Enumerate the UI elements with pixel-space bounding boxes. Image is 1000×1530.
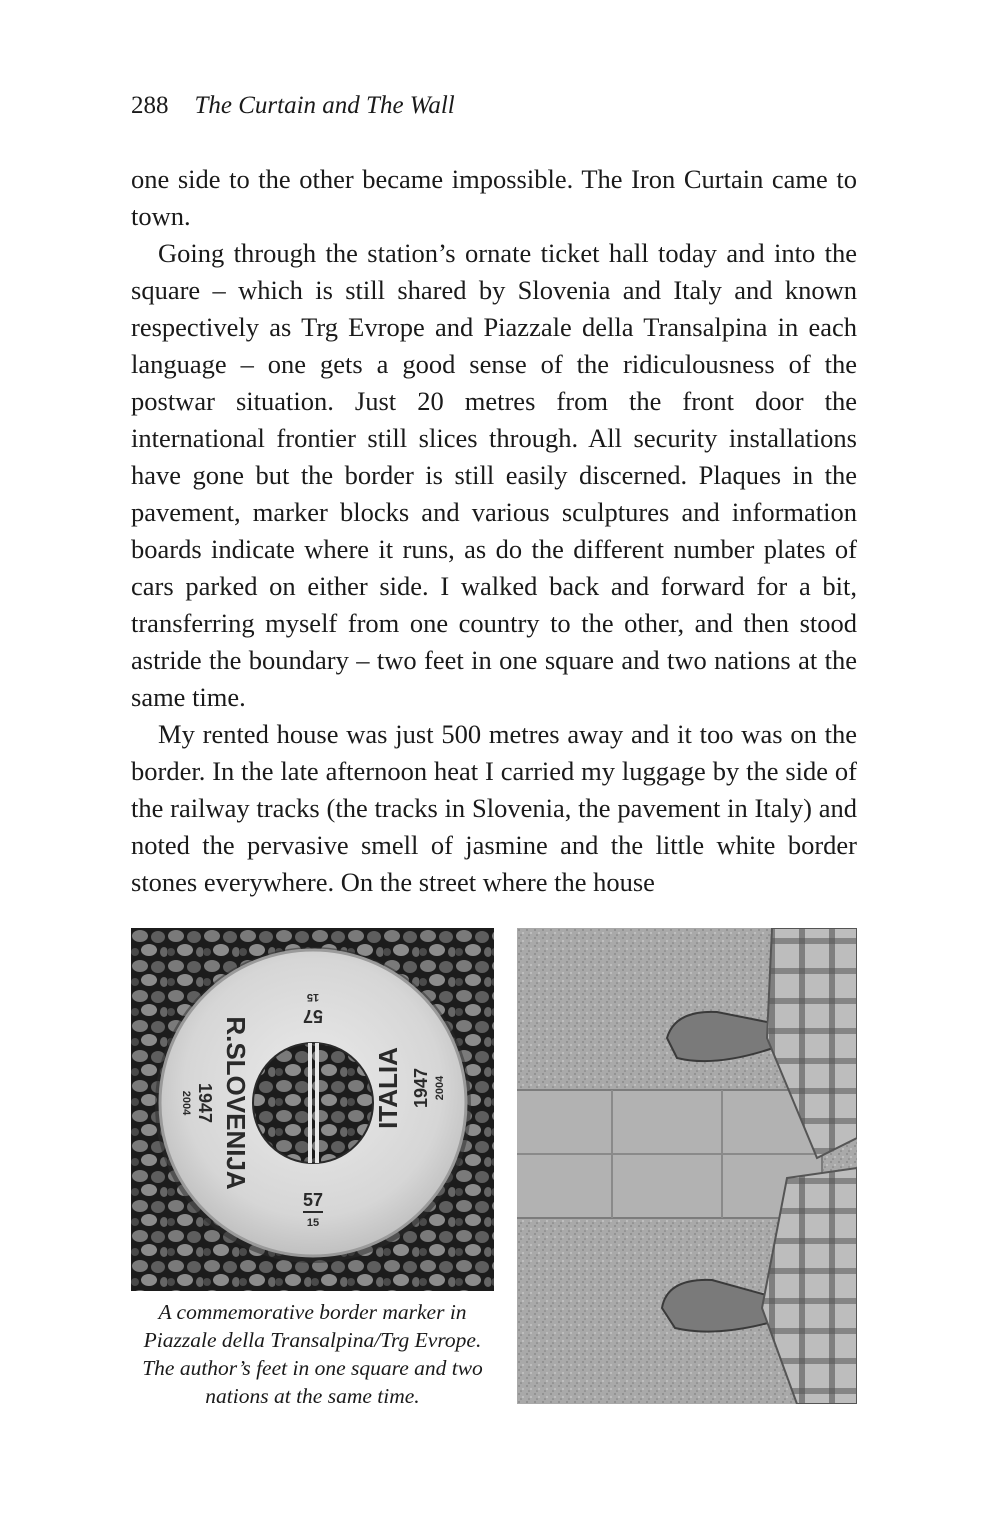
figure-caption (131, 1298, 494, 1410)
running-title: The Curtain and The Wall (194, 92, 455, 119)
author-feet-photo (517, 928, 857, 1404)
marker-bottom-sub: 15 (306, 1217, 320, 1229)
caption-line: The author’s feet in one square and two (142, 1356, 483, 1380)
caption-line: A commemorative border marker in (158, 1300, 467, 1324)
marker-left-year: 1947 (195, 1082, 215, 1124)
body-text (131, 161, 857, 901)
marker-left-year2: 2004 (180, 1090, 192, 1116)
marker-top-sub: 15 (306, 991, 320, 1003)
caption-line: nations at the same time. (205, 1384, 420, 1408)
marker-right-year: 1947 (411, 1067, 431, 1109)
paragraph-3: My rented house was just 500 metres away and it too was on the border. In the late afternoon heat I carried my luggage by the side of the railway tracks (the tracks in Slovenia, the pavement in Italy) and noted the pervasive smell of jasmine and the little white border stones everywhere. On the street where the house (131, 719, 857, 897)
paragraph-2: Going through the station’s ornate ticket hall today and into the square – which is still shared by Slovenia and Italy and known respectively as Trg Evrope and Piazzale della Transalpina in each language – one gets a good sense of the ridiculousness of the postwar situation. Just 20 metres from the front door the international frontier still slices through. All security installations have gone but the border is still easily discerned. Plaques in the pavement, marker blocks and various sculptures and information boards indicate where it runs, as do the different number plates of cars parked on either side. I walked back and forward for a bit, transferring myself from one country to the other, and then stood astride the boundary – two feet in one square and two nations at the same time. (131, 238, 857, 712)
marker-right-year2: 2004 (434, 1075, 446, 1101)
marker-left-country: R.SLOVENIJA (221, 1016, 251, 1190)
caption-line: Piazzale della Transalpina/Trg Evrope. (143, 1328, 482, 1352)
marker-top-number: 57 (302, 1006, 324, 1026)
border-marker-photo (131, 928, 494, 1291)
page-number: 288 (131, 92, 169, 119)
marker-right-country: ITALIA (373, 1047, 403, 1129)
marker-bottom-number: 57 (302, 1190, 324, 1210)
running-header (131, 92, 455, 120)
paragraph-1: one side to the other became impossible. The Iron Curtain came to town. (131, 164, 857, 231)
